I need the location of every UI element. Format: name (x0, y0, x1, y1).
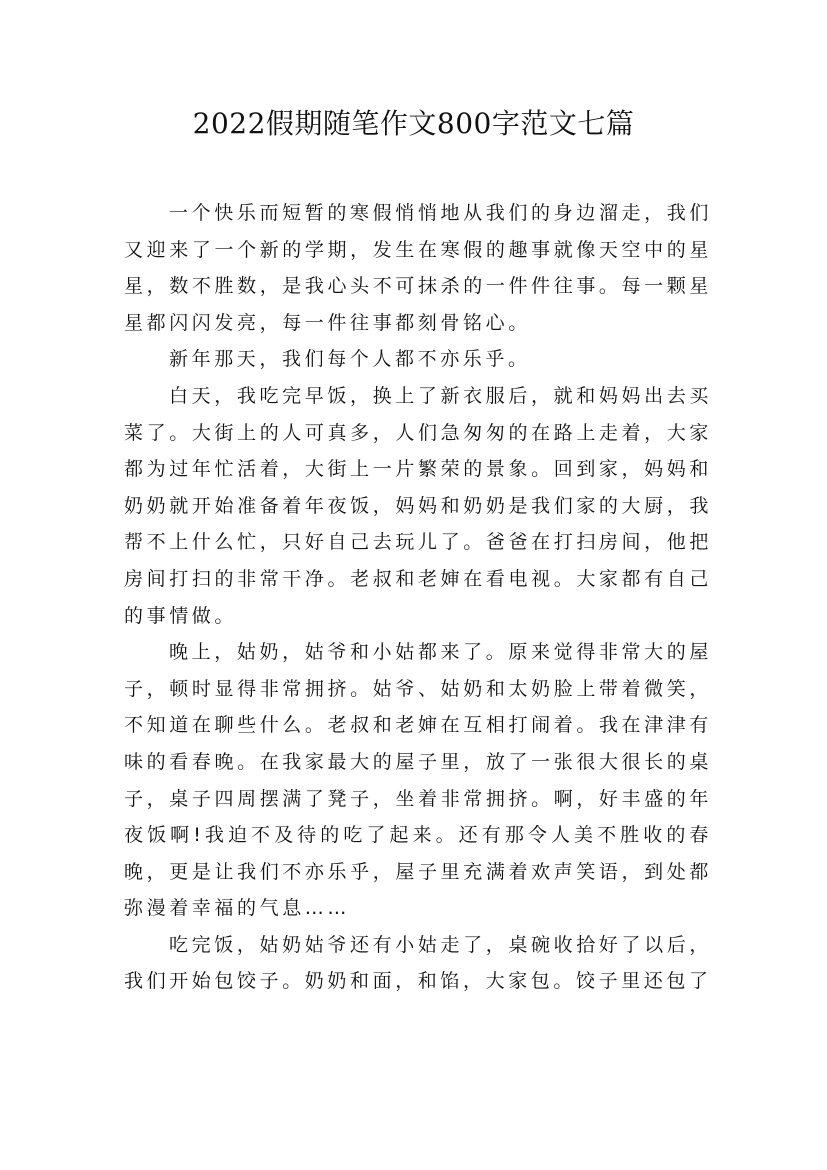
paragraph: 吃完饭，姑奶姑爷还有小姑走了，桌碗收拾好了以后，我们开始包饺子。奶奶和面，和馅，大家包。饺子里还包了 (124, 933, 712, 993)
paragraph: 一个快乐而短暂的寒假悄悄地从我们的身边溜走，我们又迎来了一个新的学期，发生在寒假的趣事就像天空中的星星，数不胜数，是我心头不可抹杀的一件件往事。每一颗星星都闪闪发亮，每一件往事都刻骨铭心。 (124, 202, 712, 334)
paragraph: 晚上，姑奶，姑爷和小姑都来了。原来觉得非常大的屋子，顿时显得非常拥挤。姑爷、姑奶和太奶脸上带着微笑，不知道在聊些什么。老叔和老婶在互相打闹着。我在津津有味的看春晚。在我家最大的屋子里，放了一张很大很长的桌子，桌子四周摆满了凳子，坐着非常拥挤。啊，好丰盛的年夜饭啊!我迫不及待的吃了起来。还有那令人美不胜收的春晚，更是让我们不亦乐乎，屋子里充满着欢声笑语，到处都弥漫着幸福的气息…… (124, 641, 712, 920)
paragraph: 新年那天，我们每个人都不亦乐乎。 (169, 348, 531, 371)
document-body (124, 195, 712, 1000)
paragraph: 白天，我吃完早饭，换上了新衣服后，就和妈妈出去买菜了。大街上的人可真多，人们急匆匆的在路上走着，大家都为过年忙活着，大街上一片繁荣的景象。回到家，妈妈和奶奶就开始准备着年夜饭，妈妈和奶奶是我们家的大厨，我帮不上什么忙，只好自己去玩儿了。爸爸在打扫房间，他把房间打扫的非常干净。老叔和老婶在看电视。大家都有自己的事情做。 (124, 384, 712, 627)
document-title: 2022假期随笔作文800字范文七篇 (192, 107, 635, 140)
